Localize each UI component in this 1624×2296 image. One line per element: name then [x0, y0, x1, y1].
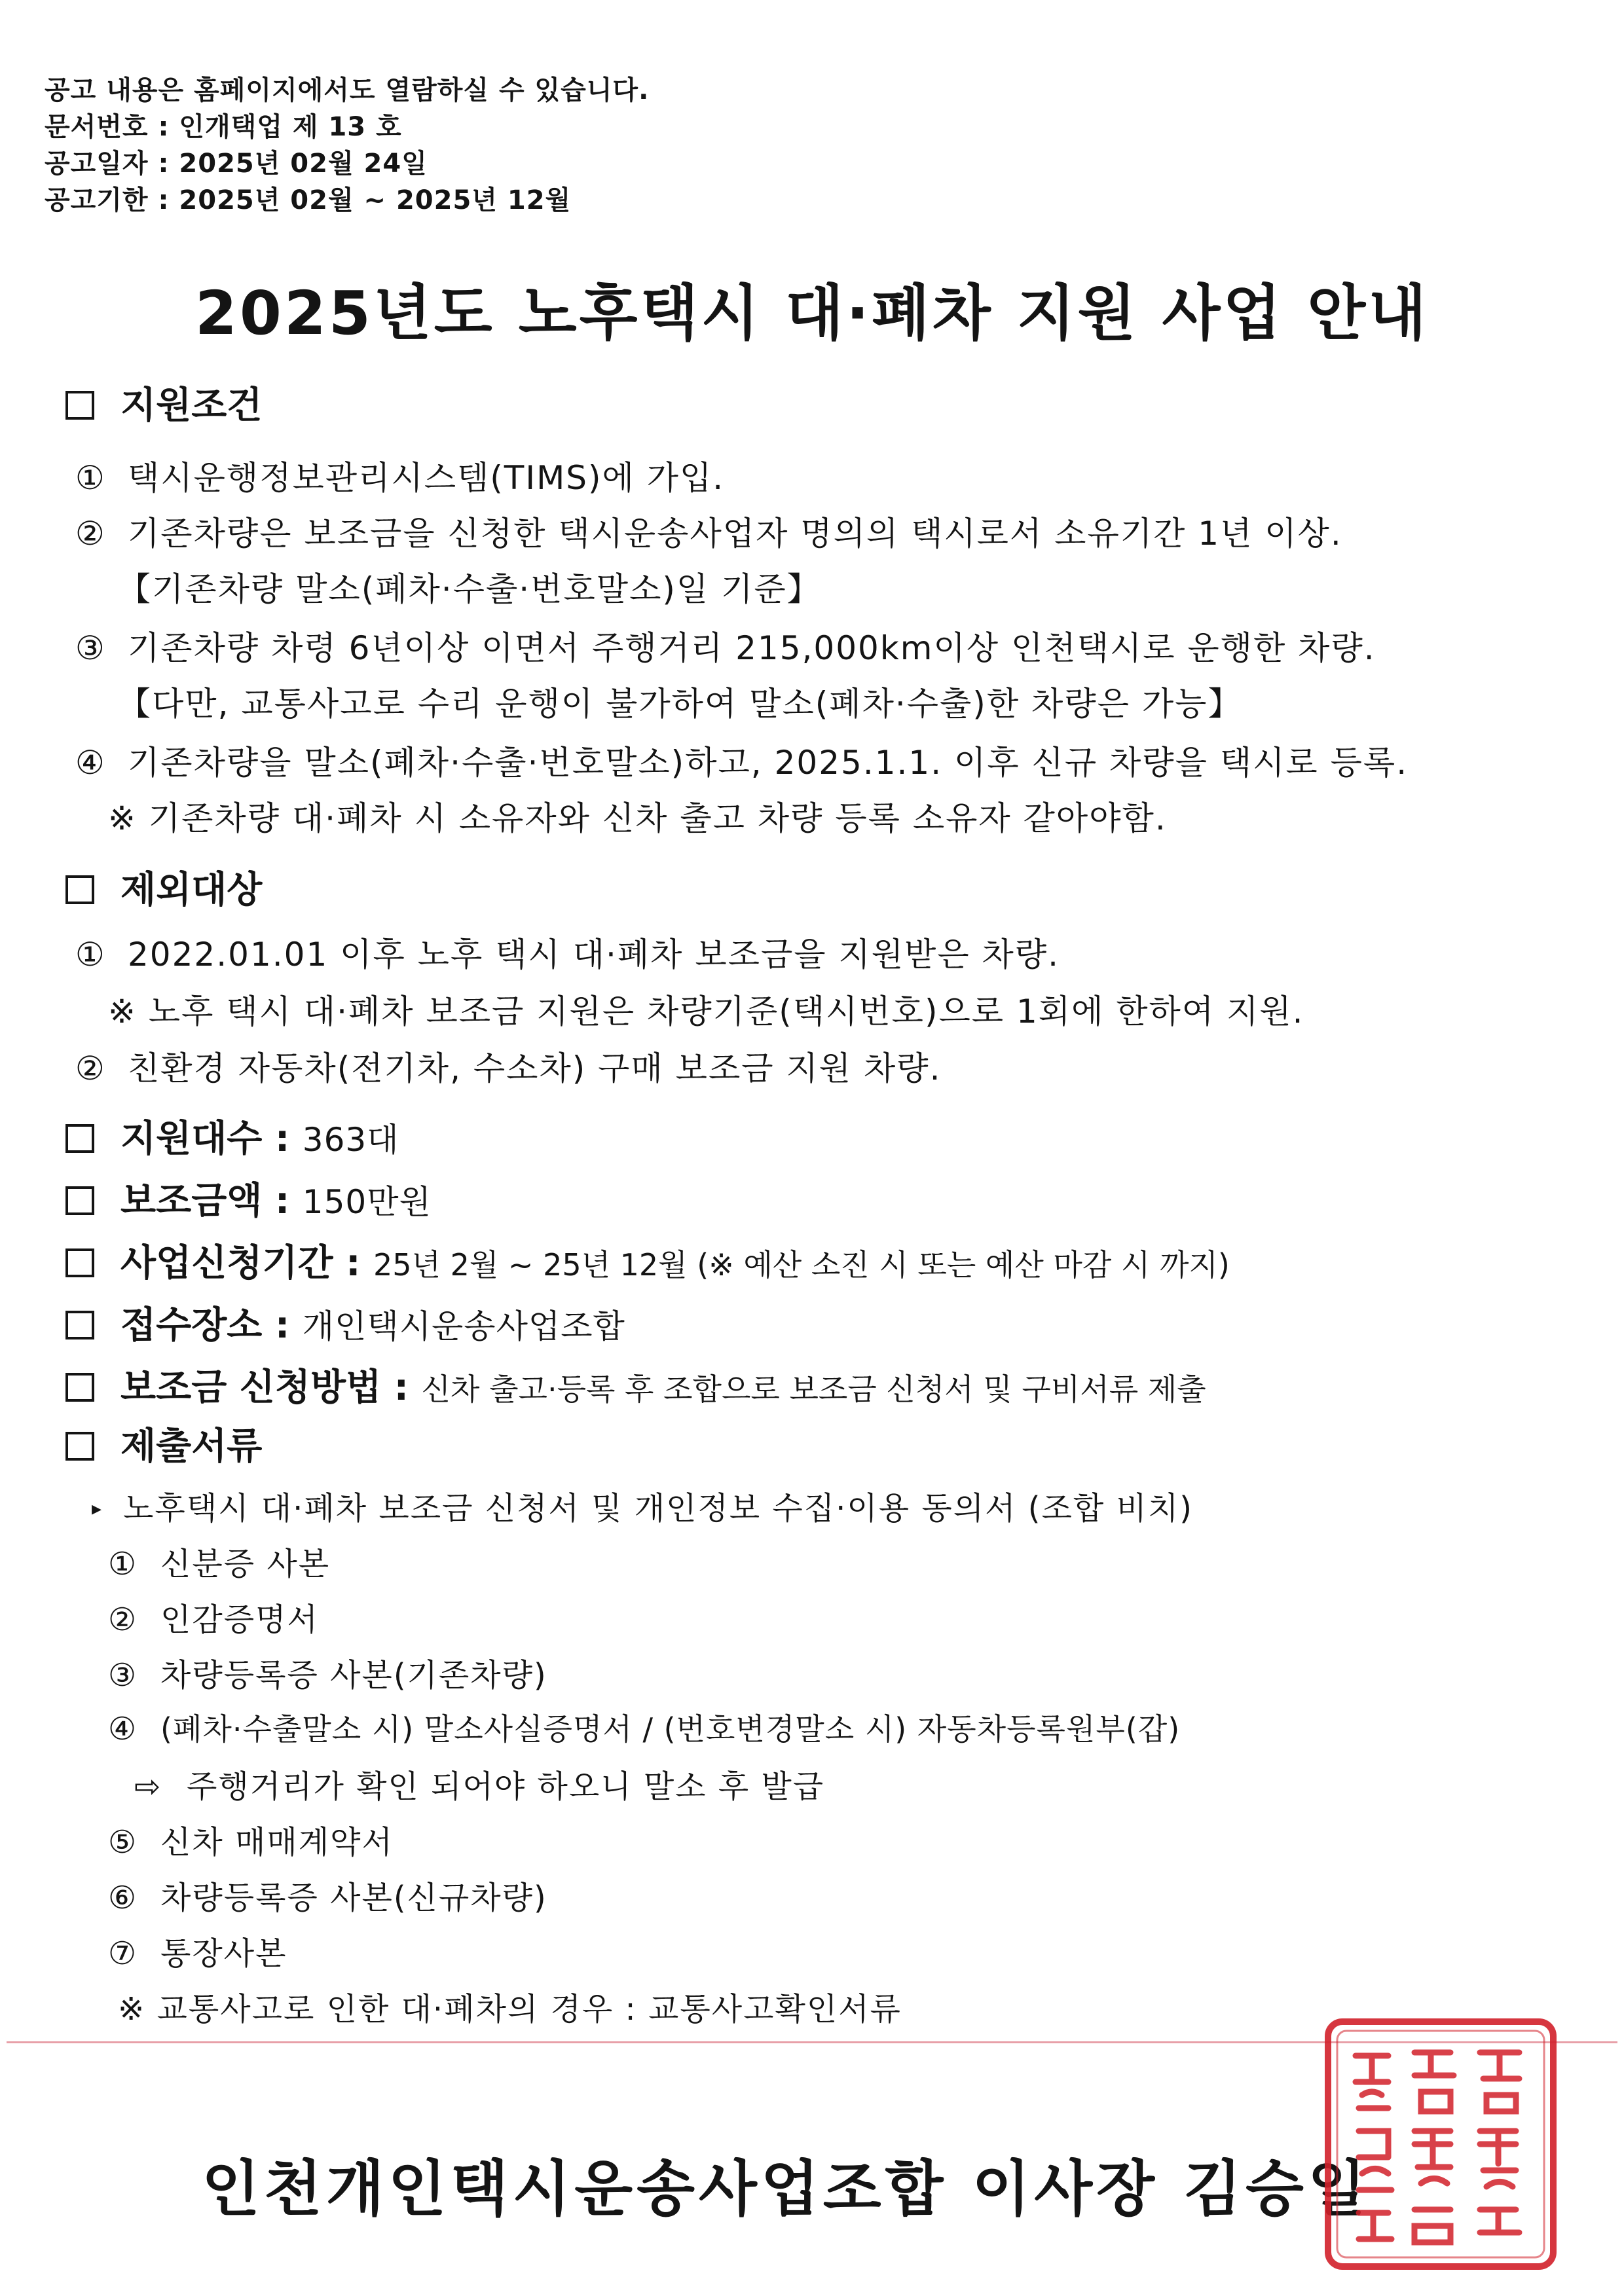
checkbox-square-icon — [65, 1124, 94, 1153]
application-method-row — [65, 1358, 1206, 1411]
item-number: ④ — [75, 744, 106, 782]
checkbox-square-icon — [65, 391, 94, 420]
document-item-2 — [108, 1594, 319, 1639]
item-number: ⑤ — [108, 1824, 138, 1861]
item-number: ② — [108, 1601, 138, 1638]
seal-lettering: 인천개인택시운송사업조합이사장인 — [1323, 2016, 1343, 2017]
condition-item-2-note: 【기존차량 말소(폐차·수출·번호말소)일 기준】 — [118, 570, 821, 608]
documents-lead — [92, 1483, 1193, 1528]
item-number: ① — [75, 936, 106, 974]
document-item-7 — [108, 1928, 287, 1973]
checkbox-square-icon — [65, 1248, 94, 1277]
document-item-3 — [108, 1650, 547, 1695]
exclusion-item-1-note: ※ 노후 택시 대·폐차 보조금 지원은 차량기준(택시번호)으로 1회에 한하여 지원. — [108, 993, 1304, 1030]
section-heading: 지원조건 — [120, 384, 263, 427]
section-support-conditions — [65, 376, 262, 429]
item-number: ③ — [75, 629, 106, 667]
subsidy-amount-row — [65, 1172, 432, 1224]
document-title: 2025년도 노후택시 대·폐차 지원 사업 안내 — [194, 278, 1430, 348]
row-separator: : — [274, 1180, 290, 1222]
section-required-documents — [65, 1417, 262, 1470]
row-label: 지원대수 — [120, 1118, 263, 1160]
checkbox-square-icon — [65, 1373, 94, 1402]
document-item-6 — [108, 1872, 547, 1918]
row-label: 보조금 신청방법 — [120, 1366, 382, 1409]
document-item-4 — [108, 1705, 1180, 1749]
issuer-signature-line: 인천개인택시운송사업조합 이사장 김승일 — [202, 2154, 1370, 2224]
document-number: 문서번호 : 인개택업 제 13 호 — [45, 112, 402, 142]
condition-item-4 — [75, 737, 1408, 784]
document-meta — [45, 72, 649, 219]
condition-item-1 — [75, 452, 724, 499]
subsidy-amount-value: 150만원 — [302, 1183, 432, 1221]
row-separator: : — [274, 1304, 290, 1347]
condition-item-2 — [75, 507, 1342, 555]
item-text: 차량등록증 사본(기존차량) — [160, 1657, 547, 1694]
row-label: 보조금액 — [120, 1180, 263, 1222]
exclusion-item-1 — [75, 928, 1060, 975]
item-text: 통장사본 — [160, 1935, 287, 1972]
reception-place-row — [65, 1296, 625, 1349]
item-text: 친환경 자동차(전기차, 수소차) 구매 보조금 지원 차량. — [128, 1049, 942, 1087]
item-number: ④ — [108, 1711, 138, 1747]
item-text: 2022.01.01 이후 노후 택시 대·폐차 보조금을 지원받은 차량. — [128, 936, 1060, 974]
item-text: (폐차·수출말소 시) 말소사실증명서 / (번호변경말소 시) 자동차등록원부(갑) — [160, 1711, 1181, 1747]
row-separator: : — [346, 1242, 361, 1285]
condition-item-3-note: 【다만, 교통사고로 수리 운행이 불가하여 말소(폐차·수출)한 차량은 가능】 — [118, 685, 1242, 723]
item-text: 신분증 사본 — [160, 1546, 331, 1582]
homepage-notice: 공고 내용은 홈페이지에서도 열람하실 수 있습니다. — [45, 75, 650, 105]
item-text: 인감증명서 — [160, 1601, 319, 1638]
application-method-value: 신차 출고·등록 후 조합으로 보조금 신청서 및 구비서류 제출 — [421, 1372, 1206, 1407]
item-text: 신차 매매계약서 — [160, 1824, 394, 1861]
row-label: 접수장소 — [120, 1304, 263, 1347]
exclusion-item-2 — [75, 1042, 941, 1089]
triangle-bullet-icon: ▸ — [92, 1497, 103, 1520]
documents-note: ※ 교통사고로 인한 대·폐차의 경우 : 교통사고확인서류 — [118, 1991, 902, 2028]
item-text: 차량등록증 사본(신규차량) — [160, 1880, 547, 1916]
condition-item-4-note: ※ 기존차량 대·폐차 시 소유자와 신차 출고 차량 등록 소유자 같아야함. — [108, 799, 1167, 837]
row-label: 사업신청기간 — [120, 1242, 333, 1285]
section-heading: 제외대상 — [120, 869, 263, 911]
notice-date: 공고일자 : 2025년 02월 24일 — [45, 149, 428, 179]
item-note-text: 주행거리가 확인 되어야 하오니 말소 후 발급 — [187, 1768, 825, 1805]
item-text: 택시운행정보관리시스템(TIMS)에 가입. — [128, 459, 725, 497]
item-number: ⑦ — [108, 1935, 138, 1972]
section-exclusions — [65, 861, 262, 913]
document-item-5 — [108, 1817, 394, 1862]
item-text: 기존차량 차령 6년이상 이면서 주행거리 215,000km이상 인천택시로 운행한 차량. — [128, 629, 1376, 667]
section-heading: 제출서류 — [120, 1425, 263, 1468]
item-number: ② — [75, 515, 106, 553]
notice-period: 공고기한 : 2025년 02월 ~ 2025년 12월 — [45, 185, 572, 215]
application-period-row — [65, 1234, 1230, 1286]
checkbox-square-icon — [65, 1186, 94, 1215]
item-text: 기존차량은 보조금을 신청한 택시운송사업자 명의의 택시로서 소유기간 1년 이상. — [128, 515, 1342, 553]
item-number: ⑥ — [108, 1880, 138, 1916]
item-number: ③ — [108, 1657, 138, 1694]
row-separator: : — [394, 1366, 409, 1409]
item-number: ① — [108, 1546, 138, 1582]
document-item-1 — [108, 1539, 330, 1584]
condition-item-3 — [75, 622, 1376, 669]
support-count-value: 363대 — [302, 1121, 399, 1159]
checkbox-square-icon — [65, 875, 94, 904]
reception-place-value: 개인택시운송사업조합 — [302, 1307, 625, 1345]
checkbox-square-icon — [65, 1432, 94, 1461]
item-number: ② — [75, 1049, 106, 1087]
support-count-row — [65, 1110, 399, 1162]
arrow-right-icon: ⇨ — [134, 1768, 162, 1805]
checkbox-square-icon — [65, 1311, 94, 1339]
item-number: ① — [75, 459, 106, 497]
item-text: 기존차량을 말소(폐차·수출·번호말소)하고, 2025.1.1. 이후 신규 차량을 택시로 등록. — [128, 744, 1409, 782]
application-period-value: 25년 2월 ~ 25년 12월 (※ 예산 소진 시 또는 예산 마감 시 까지) — [373, 1247, 1230, 1283]
documents-lead-text: 노후택시 대·폐차 보조금 신청서 및 개인정보 수집·이용 동의서 (조합 비치) — [123, 1490, 1193, 1527]
official-seal-stamp — [1323, 2016, 1559, 2272]
document-item-4-note — [134, 1761, 824, 1806]
row-separator: : — [274, 1118, 290, 1160]
